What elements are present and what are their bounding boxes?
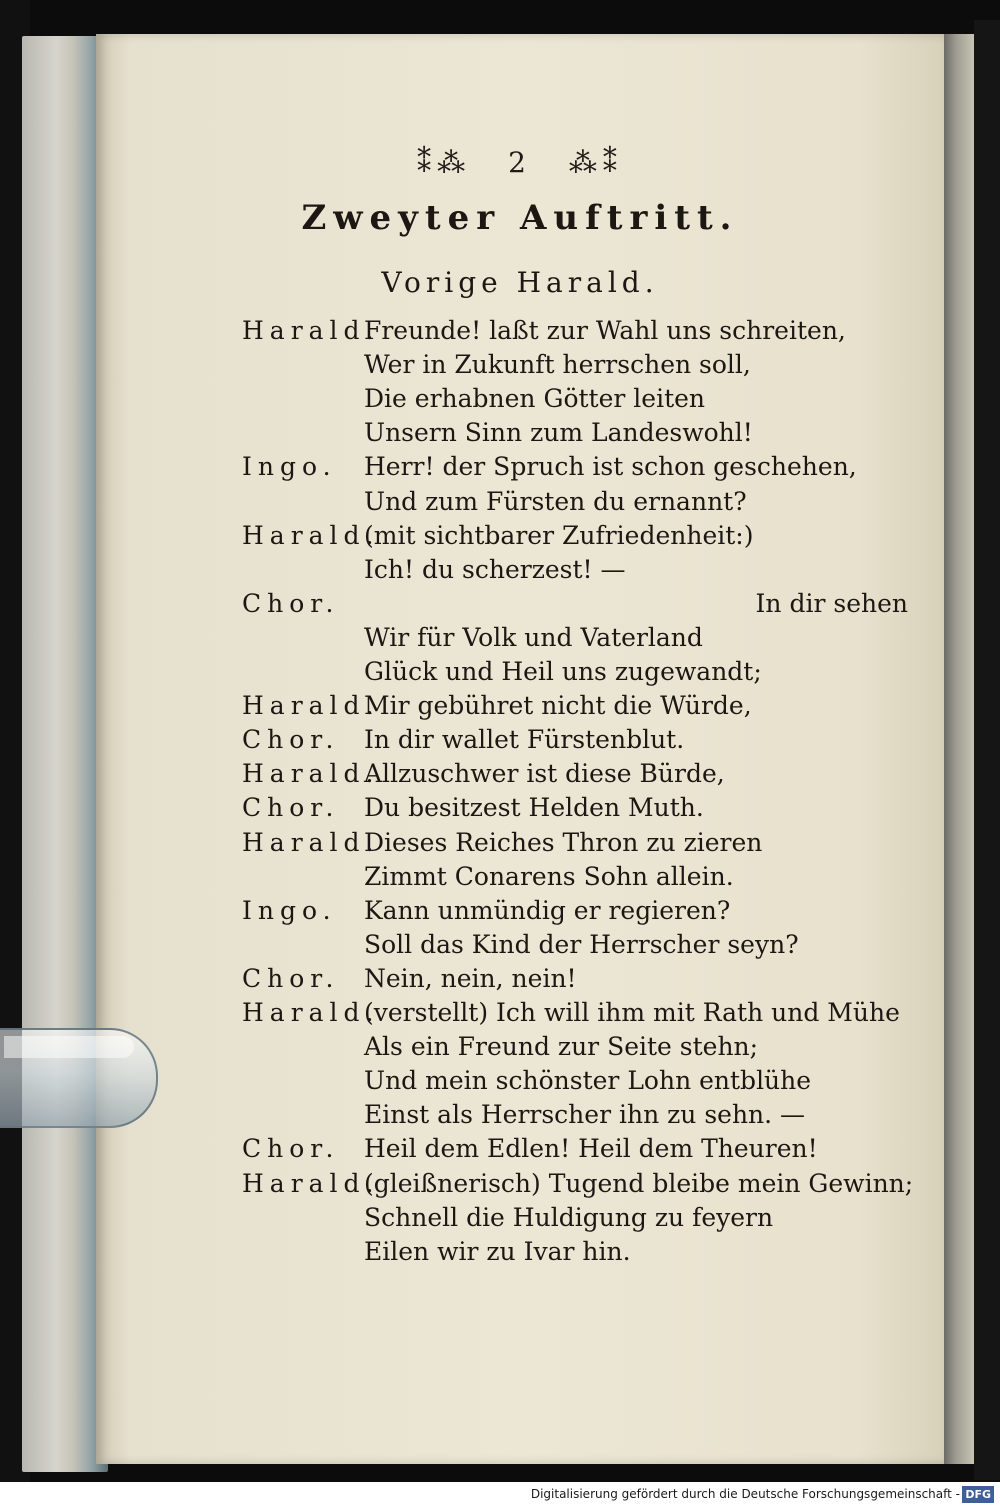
verse-text: Wir für Volk und Vaterland bbox=[364, 622, 703, 652]
dialogue-line bbox=[96, 996, 944, 1030]
verse-text: Einst als Herrscher ihn zu sehn. — bbox=[364, 1100, 806, 1130]
dialogue-line bbox=[96, 757, 944, 791]
verse-text: Ich! du scherzest! — bbox=[364, 554, 626, 584]
verse-text: Unsern Sinn zum Landeswohl! bbox=[364, 418, 753, 448]
speaker-name: Chor. bbox=[242, 1134, 340, 1164]
dialogue-line bbox=[96, 1201, 944, 1235]
verse-text: Mir gebühret nicht die Würde, bbox=[364, 691, 752, 721]
book-holder-clip-gloss bbox=[4, 1036, 134, 1058]
dialogue-line bbox=[96, 791, 944, 825]
header-ornament-left: ⁑⁂ bbox=[417, 146, 472, 179]
header-ornament-right: ⁂⁑ bbox=[568, 146, 623, 179]
verse-text: Kann unmündig er regieren? bbox=[364, 895, 731, 925]
speaker-name: Harald. bbox=[242, 759, 380, 789]
verse-text: Glück und Heil uns zugewandt; bbox=[364, 657, 762, 686]
persons-on-stage: Vorige Harald. bbox=[381, 266, 659, 299]
speaker-name: Harald. bbox=[242, 1168, 380, 1198]
verse-text: Eilen wir zu Ivar hin. bbox=[364, 1236, 631, 1266]
dialogue-line bbox=[96, 1132, 944, 1166]
dialogue-line bbox=[96, 314, 944, 348]
verse-text: Und zum Fürsten du ernannt? bbox=[364, 486, 747, 516]
dialogue-line bbox=[96, 587, 944, 621]
verse-text: (mit sichtbarer Zufriedenheit:) bbox=[364, 520, 754, 550]
verse-text: Als ein Freund zur Seite stehn; bbox=[364, 1032, 759, 1062]
verse-text: Schnell die Huldigung zu feyern bbox=[364, 1202, 774, 1232]
dialogue-line bbox=[96, 519, 944, 553]
dialogue-line bbox=[96, 485, 944, 519]
verse-text: (verstellt) Ich will ihm mit Rath und Mühe bbox=[364, 998, 900, 1027]
page-number: 2 bbox=[508, 146, 532, 179]
speaker-name: Chor. bbox=[242, 725, 340, 755]
verse-text: Nein, nein, nein! bbox=[364, 963, 577, 993]
dialogue-line bbox=[96, 655, 944, 689]
dialogue-line bbox=[96, 723, 944, 757]
speaker-name: Chor. bbox=[242, 963, 340, 993]
dialogue-line bbox=[96, 1098, 944, 1132]
dialogue-line bbox=[96, 894, 944, 928]
dialogue-line bbox=[96, 1167, 944, 1201]
dialogue-line bbox=[96, 689, 944, 723]
footer-bar bbox=[0, 1482, 1000, 1507]
dialogue-line bbox=[96, 621, 944, 655]
speaker-name: Harald. bbox=[242, 691, 380, 721]
dialogue-line bbox=[96, 348, 944, 382]
speaker-name: Harald. bbox=[242, 998, 380, 1027]
dialogue-line bbox=[96, 382, 944, 416]
speaker-name: Harald. bbox=[242, 827, 380, 857]
dialogue-line bbox=[96, 450, 944, 484]
speaker-name: Harald. bbox=[242, 316, 380, 345]
dialogue-line bbox=[96, 1235, 944, 1269]
verse-text: Herr! der Spruch ist schon geschehen, bbox=[364, 452, 857, 482]
speaker-name: Harald. bbox=[242, 520, 380, 550]
scene-title: Zweyter Auftritt. bbox=[301, 198, 739, 238]
verse-text: (gleißnerisch) Tugend bleibe mein Gewinn; bbox=[364, 1168, 914, 1198]
dialogue-line bbox=[96, 416, 944, 450]
verse-text: Wer in Zukunft herrschen soll, bbox=[364, 350, 751, 380]
page-header bbox=[96, 146, 944, 179]
footer-credit: Digitalisierung gefördert durch die Deutsche Forschungsgemeinschaft - bbox=[530, 1487, 960, 1501]
verse-text: Soll das Kind der Herrscher seyn? bbox=[364, 929, 799, 959]
dialogue-line bbox=[96, 826, 944, 860]
speaker-name: Ingo. bbox=[242, 452, 337, 482]
dialogue-line bbox=[96, 962, 944, 996]
verse-text: Heil dem Edlen! Heil dem Theuren! bbox=[364, 1134, 818, 1164]
verse-text: Und mein schönster Lohn entblühe bbox=[364, 1066, 812, 1096]
verse-text: Allzuschwer ist diese Bürde, bbox=[364, 759, 725, 789]
book-page bbox=[96, 34, 944, 1464]
background-right bbox=[974, 20, 1000, 1480]
verse-text: Die erhabnen Götter leiten bbox=[364, 384, 706, 414]
verse-text: Freunde! laßt zur Wahl uns schreiten, bbox=[364, 316, 846, 345]
dialogue-line bbox=[96, 553, 944, 587]
verse-text: In dir wallet Fürstenblut. bbox=[364, 725, 685, 755]
speaker-name: Ingo. bbox=[242, 895, 337, 925]
speaker-name: Chor. bbox=[242, 793, 340, 823]
dfg-logo: DFG bbox=[962, 1486, 994, 1503]
dialogue-line bbox=[96, 1030, 944, 1064]
speaker-name: Chor. bbox=[242, 588, 340, 618]
dialogue-line bbox=[96, 860, 944, 894]
dialogue-line bbox=[96, 1064, 944, 1098]
verse-text: Zimmt Conarens Sohn allein. bbox=[364, 861, 734, 891]
next-page-sliver bbox=[944, 34, 974, 1464]
verse-text: In dir sehen bbox=[755, 588, 908, 618]
verse-text: Du besitzest Helden Muth. bbox=[364, 793, 704, 823]
dialogue-line bbox=[96, 928, 944, 962]
verse-text: Dieses Reiches Thron zu zieren bbox=[364, 827, 763, 857]
